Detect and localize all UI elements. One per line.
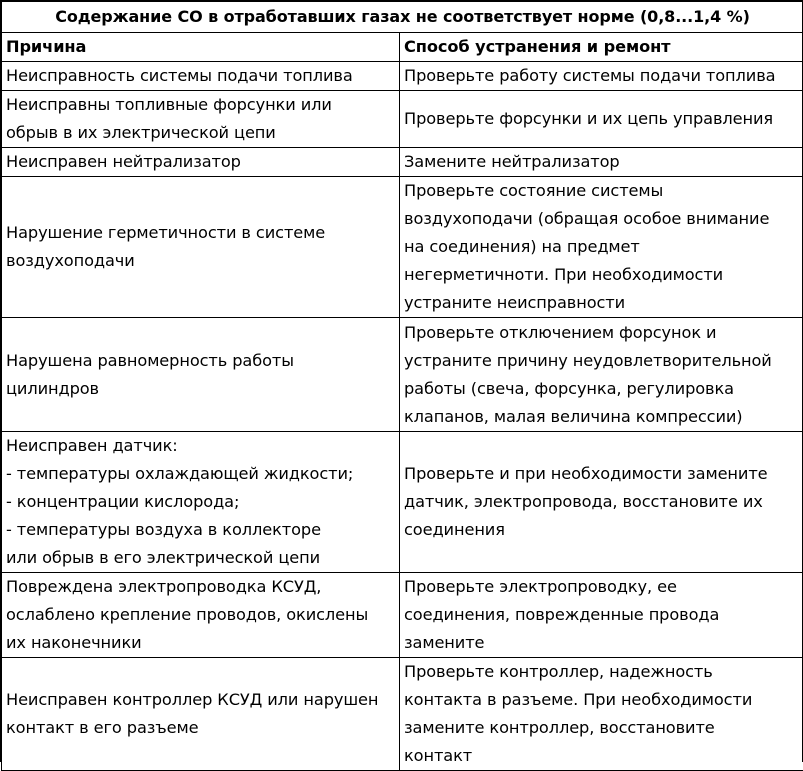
remedy-cell: Замените нейтрализатор [400, 148, 803, 177]
table-row [2, 573, 803, 658]
cause-cell: Нарушена равномерность работы цилиндров [2, 318, 400, 432]
remedy-cell: Проверьте состояние системы воздухоподачи (обращая особое внимание на соединения) на предмет негерметичноти. При необходимости устраните неисправности [400, 177, 803, 318]
table-row [2, 432, 803, 573]
table-title-row [2, 2, 803, 33]
table-row [2, 148, 803, 177]
header-remedy: Способ устранения и ремонт [400, 33, 803, 62]
cause-cell: Неисправен контроллер КСУД или нарушен контакт в его разъеме [2, 658, 400, 771]
cause-cell: Нарушение герметичности в системе воздухоподачи [2, 177, 400, 318]
table-row [2, 318, 803, 432]
table-row [2, 91, 803, 148]
troubleshooting-table [1, 1, 803, 771]
cause-cell: Неисправны топливные форсунки или обрыв в их электрической цепи [2, 91, 400, 148]
cause-cell: Неисправен нейтрализатор [2, 148, 400, 177]
table-title: Содержание СО в отработавших газах не соответствует норме (0,8...1,4 %) [2, 2, 803, 33]
table-header-row [2, 33, 803, 62]
header-cause: Причина [2, 33, 400, 62]
table-row [2, 658, 803, 771]
remedy-cell: Проверьте электропроводку, ее соединения, поврежденные провода замените [400, 573, 803, 658]
remedy-cell: Проверьте отключением форсунок и устраните причину неудовлетворительной работы (свеча, форсунка, регулировка клапанов, малая величина компрессии) [400, 318, 803, 432]
remedy-cell: Проверьте и при необходимости замените датчик, электропровода, восстановите их соединения [400, 432, 803, 573]
table-row [2, 177, 803, 318]
cause-cell: Повреждена электропроводка КСУД, ослаблено крепление проводов, окислены их наконечники [2, 573, 400, 658]
remedy-cell: Проверьте форсунки и их цепь управления [400, 91, 803, 148]
table-row [2, 62, 803, 91]
cause-cell: Неисправность системы подачи топлива [2, 62, 400, 91]
remedy-cell: Проверьте работу системы подачи топлива [400, 62, 803, 91]
cause-cell: Неисправен датчик: - температуры охлаждающей жидкости; - концентрации кислорода; - температуры воздуха в коллекторе или обрыв в его электрической цепи [2, 432, 400, 573]
remedy-cell: Проверьте контроллер, надежность контакта в разъеме. При необходимости замените контроллер, восстановите контакт [400, 658, 803, 771]
